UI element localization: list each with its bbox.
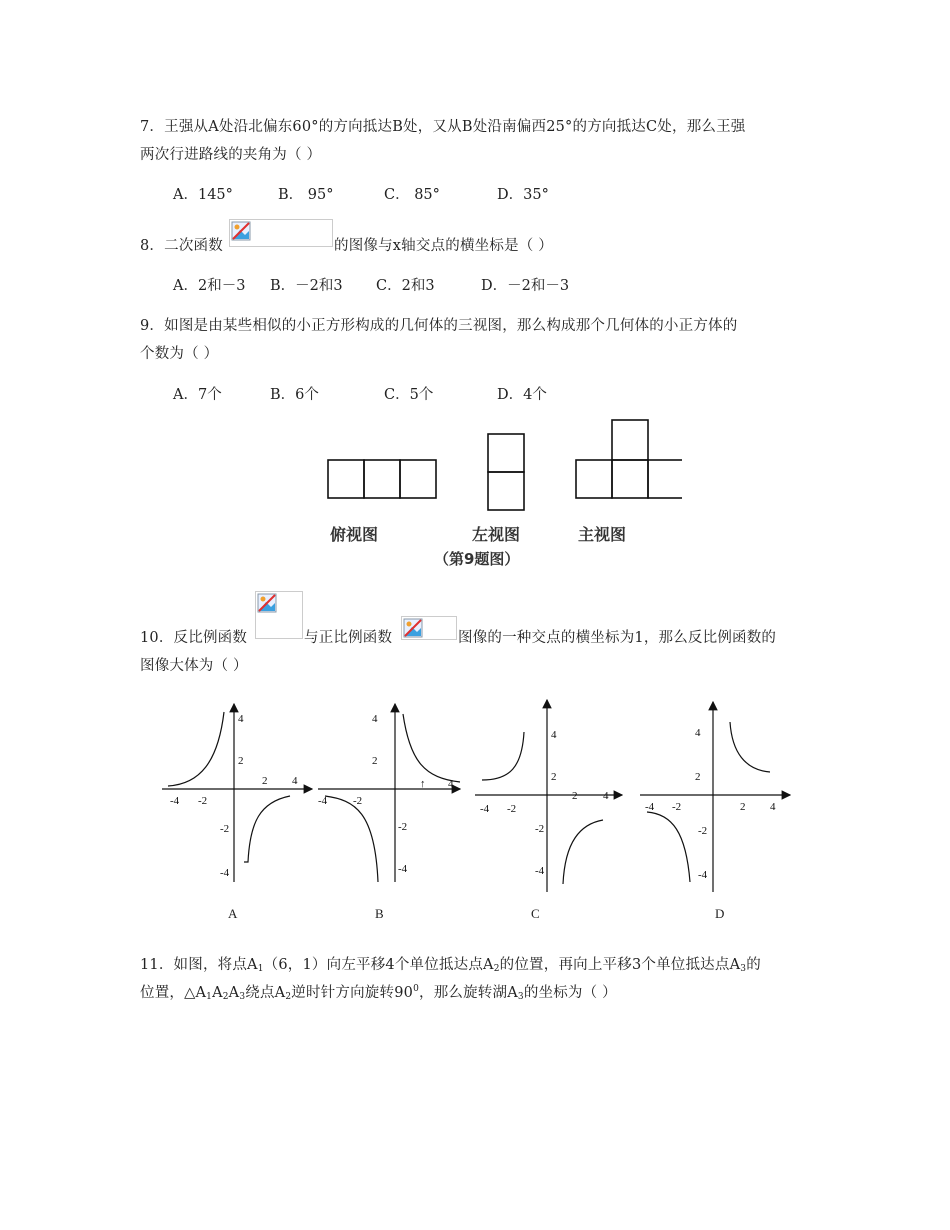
q9-option-c: C．5个 xyxy=(384,387,434,403)
left-view-square xyxy=(488,472,524,510)
left-view-label: 左视图 xyxy=(472,525,521,544)
tick-label: 4 xyxy=(238,713,244,725)
q7-option-d: D．35° xyxy=(497,187,549,203)
front-view-square xyxy=(576,460,612,498)
graph-label-d: D xyxy=(715,906,725,921)
tick-label: 2 xyxy=(551,771,557,783)
front-view-label: 主视图 xyxy=(578,525,627,544)
q10-graphs-drawing xyxy=(150,692,800,922)
q9-option-d: D．4个 xyxy=(497,387,547,403)
tick-label: 2 xyxy=(572,790,578,802)
q10-line2: 图像大体为（ ） xyxy=(140,658,248,674)
graph-label-b: B xyxy=(375,906,384,921)
q11-line1: 11．如图，将点$A_1(6$，1）向左平移4个单位抵达点$A_2$的位置，再向上平移3个单位抵达点$A_3$的 xyxy=(140,957,761,974)
front-view-square xyxy=(648,460,682,498)
top-view-square xyxy=(364,460,400,498)
tick-label: 2 xyxy=(695,771,701,783)
q7-option-b: B． 95° xyxy=(278,187,334,203)
q8-formula-image xyxy=(229,219,333,247)
figure-caption: （第9题图） xyxy=(434,550,520,568)
broken-image-icon xyxy=(257,593,277,613)
q11-line2: 位置，$\triangle A_1A_2A_3$绕点$A_2$逆时针方向旋转$90^0$，那么旋转湖$A_3$的坐标为（ ） xyxy=(140,984,617,1002)
tick-label: -4 xyxy=(398,863,408,875)
graph-c-curve-q4 xyxy=(563,820,603,884)
graph-d-curve-q3 xyxy=(647,812,690,882)
three-views-figure xyxy=(322,418,682,570)
tick-label: -4 xyxy=(318,795,328,807)
q7-option-c: C． 85° xyxy=(384,187,440,203)
q7-option-a: A．145° xyxy=(173,187,233,203)
tick-label: 2 xyxy=(238,755,244,767)
tick-label: -4 xyxy=(170,795,180,807)
q10-linear-formula-image xyxy=(401,616,457,640)
tick-label: 4 xyxy=(695,727,701,739)
top-view-square xyxy=(400,460,436,498)
tick-label: 2 xyxy=(262,775,268,787)
q8-option-c: C．2和3 xyxy=(376,278,435,294)
q10-part1: 10．反比例函数 xyxy=(140,630,248,646)
tick-label: -2 xyxy=(672,801,682,813)
graph-label-c: C xyxy=(531,906,540,921)
q8-suffix: 的图像与x轴交点的横坐标是（ ） xyxy=(334,238,553,254)
tick-label: -2 xyxy=(535,823,545,835)
q9-line1: 9．如图是由某些相似的小正方形构成的几何体的三视图，那么构成那个几何体的小正方体的 xyxy=(140,318,738,334)
tick-label: 4 xyxy=(448,778,454,790)
q10-inverse-formula-image xyxy=(255,591,303,639)
front-view-square xyxy=(612,420,648,460)
tick-label: -2 xyxy=(220,823,230,835)
tick-label: 4 xyxy=(603,790,609,802)
tick-label: -2 xyxy=(398,821,408,833)
q10-graphs-figure xyxy=(150,692,800,922)
left-view-square xyxy=(488,434,524,472)
graph-d-curve-q1 xyxy=(730,722,770,772)
tick-label: 4 xyxy=(551,729,557,741)
graph-c-curve-q2 xyxy=(482,732,524,780)
graph-label-a: A xyxy=(228,906,238,921)
q9-option-b: B．6个 xyxy=(270,387,319,403)
tick-label: -4 xyxy=(535,865,545,877)
tick-label: -2 xyxy=(198,795,208,807)
tick-label: -4 xyxy=(220,867,230,879)
graph-b-curve-q1 xyxy=(403,714,460,782)
tick-label: 2 xyxy=(740,801,746,813)
front-view-square xyxy=(612,460,648,498)
tick-label: -2 xyxy=(353,795,363,807)
q8-prefix: 8．二次函数 xyxy=(140,238,223,254)
graph-b-curve-q3 xyxy=(325,796,378,882)
tick-label: 4 xyxy=(292,775,298,787)
q10-part3: 图像的一种交点的横坐标为1，那么反比例函数的 xyxy=(458,630,777,646)
q7-line2: 两次行进路线的夹角为（ ） xyxy=(140,147,322,163)
tick-label: -4 xyxy=(645,801,655,813)
top-view-label: 俯视图 xyxy=(330,525,379,544)
tick-label: 2 xyxy=(372,755,378,767)
graph-a-curve-q4 xyxy=(244,796,290,862)
tick-label: 4 xyxy=(770,801,776,813)
q9-option-a: A．7个 xyxy=(173,387,222,403)
broken-image-icon xyxy=(231,221,251,241)
q8-option-d: D．－2和－3 xyxy=(481,278,570,294)
q9-line2: 个数为（ ） xyxy=(140,346,219,362)
graph-a-curve-q2 xyxy=(168,712,224,786)
q10-part2: 与正比例函数 xyxy=(304,630,393,646)
tick-label: -4 xyxy=(480,803,490,815)
tick-label: -4 xyxy=(698,869,708,881)
tick-label: 4 xyxy=(372,713,378,725)
q7-line1: 7．王强从A处沿北偏东60°的方向抵达B处，又从B处沿南偏西25°的方向抵达C处，那么王强 xyxy=(140,119,746,135)
top-view-square xyxy=(328,460,364,498)
broken-image-icon xyxy=(403,618,423,638)
q8-option-b: B．－2和3 xyxy=(270,278,343,294)
tick-label: -2 xyxy=(698,825,708,837)
tick-label: -2 xyxy=(507,803,517,815)
q8-option-a: A．2和－3 xyxy=(173,278,246,294)
tick-label: ↑ xyxy=(420,778,426,790)
